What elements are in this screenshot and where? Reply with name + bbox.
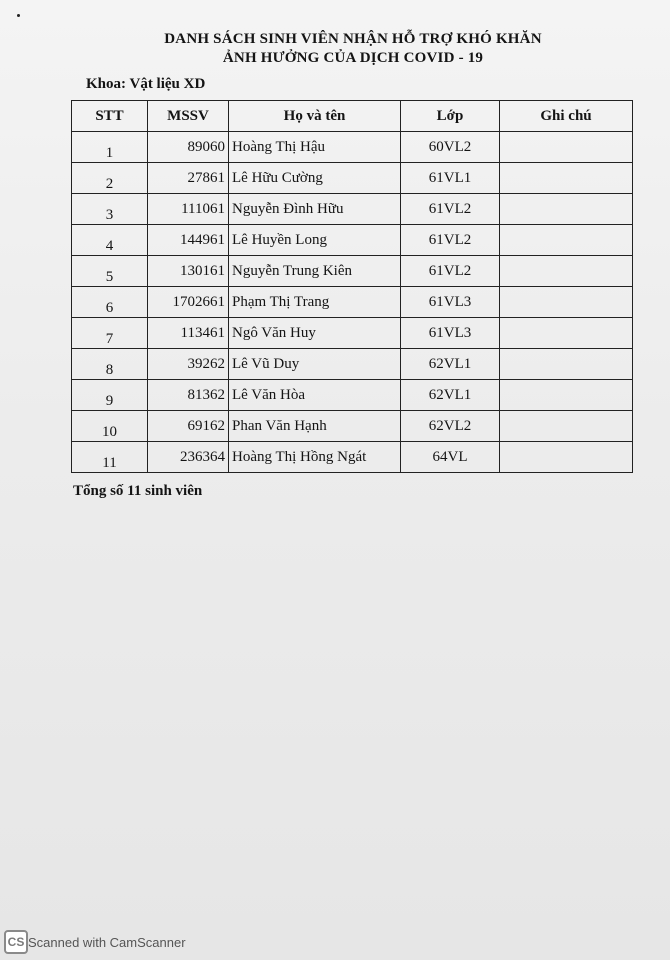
cell-mssv: 39262 [148,349,229,380]
cell-mssv: 130161 [148,256,229,287]
document-title-line2: ẢNH HƯỞNG CỦA DỊCH COVID - 19 [222,50,484,66]
total-count: Tổng số 11 sinh viên [73,483,203,499]
cell-stt: 7 [72,318,148,349]
cell-note [500,349,633,380]
table-row [72,256,633,287]
table-row [72,132,633,163]
cell-note [500,287,633,318]
cell-class: 62VL1 [401,349,500,380]
cell-class: 64VL [401,442,500,473]
cell-stt: 4 [72,225,148,256]
table-row [72,442,633,473]
cell-note [500,163,633,194]
table-row [72,163,633,194]
cell-class: 61VL2 [401,194,500,225]
header-note: Ghi chú [500,101,633,132]
cell-stt: 9 [72,380,148,411]
cell-note [500,380,633,411]
faculty-label: Khoa: Vật liệu XD [86,76,206,92]
cell-name: Phan Văn Hạnh [229,411,401,442]
cell-name: Lê Hữu Cường [229,163,401,194]
cell-class: 61VL2 [401,225,500,256]
cell-mssv: 89060 [148,132,229,163]
header-mssv: MSSV [148,101,229,132]
table-row [72,194,633,225]
table-row [72,349,633,380]
cell-mssv: 69162 [148,411,229,442]
cell-mssv: 113461 [148,318,229,349]
cell-class: 62VL2 [401,411,500,442]
cell-stt: 3 [72,194,148,225]
cell-name: Phạm Thị Trang [229,287,401,318]
cell-note [500,411,633,442]
cell-name: Hoàng Thị Hậu [229,132,401,163]
cell-class: 60VL2 [401,132,500,163]
table-row [72,225,633,256]
cell-note [500,225,633,256]
cell-name: Nguyễn Đình Hữu [229,194,401,225]
cell-mssv: 236364 [148,442,229,473]
cell-stt: 10 [72,411,148,442]
camscanner-text: Scanned with CamScanner [28,934,186,950]
cell-name: Lê Huyền Long [229,225,401,256]
cell-name: Lê Văn Hòa [229,380,401,411]
cell-name: Ngô Văn Huy [229,318,401,349]
cell-class: 61VL3 [401,287,500,318]
table-row [72,411,633,442]
cell-name: Hoàng Thị Hồng Ngát [229,442,401,473]
cell-note [500,194,633,225]
cell-mssv: 111061 [148,194,229,225]
cell-note [500,256,633,287]
cell-note [500,132,633,163]
table-row [72,380,633,411]
cell-mssv: 144961 [148,225,229,256]
camscanner-logo-icon: CS [4,930,28,954]
stray-dot [17,14,20,17]
table-row [72,287,633,318]
cell-stt: 8 [72,349,148,380]
cell-name: Nguyễn Trung Kiên [229,256,401,287]
cell-stt: 6 [72,287,148,318]
cell-name: Lê Vũ Duy [229,349,401,380]
cell-stt: 11 [72,442,148,473]
cell-class: 61VL2 [401,256,500,287]
cell-stt: 5 [72,256,148,287]
cell-note [500,442,633,473]
header-class: Lớp [401,101,500,132]
header-stt: STT [72,101,148,132]
cell-mssv: 27861 [148,163,229,194]
cell-class: 62VL1 [401,380,500,411]
cell-class: 61VL1 [401,163,500,194]
table-header-row [72,101,633,132]
camscanner-watermark [4,929,186,955]
cell-class: 61VL3 [401,318,500,349]
cell-note [500,318,633,349]
header-name: Họ và tên [229,101,401,132]
document-title-line1: DANH SÁCH SINH VIÊN NHẬN HỖ TRỢ KHÓ KHĂN [164,31,542,47]
cell-mssv: 1702661 [148,287,229,318]
cell-mssv: 81362 [148,380,229,411]
cell-stt: 2 [72,163,148,194]
cell-stt: 1 [72,132,148,163]
student-table [71,100,633,473]
table-row [72,318,633,349]
